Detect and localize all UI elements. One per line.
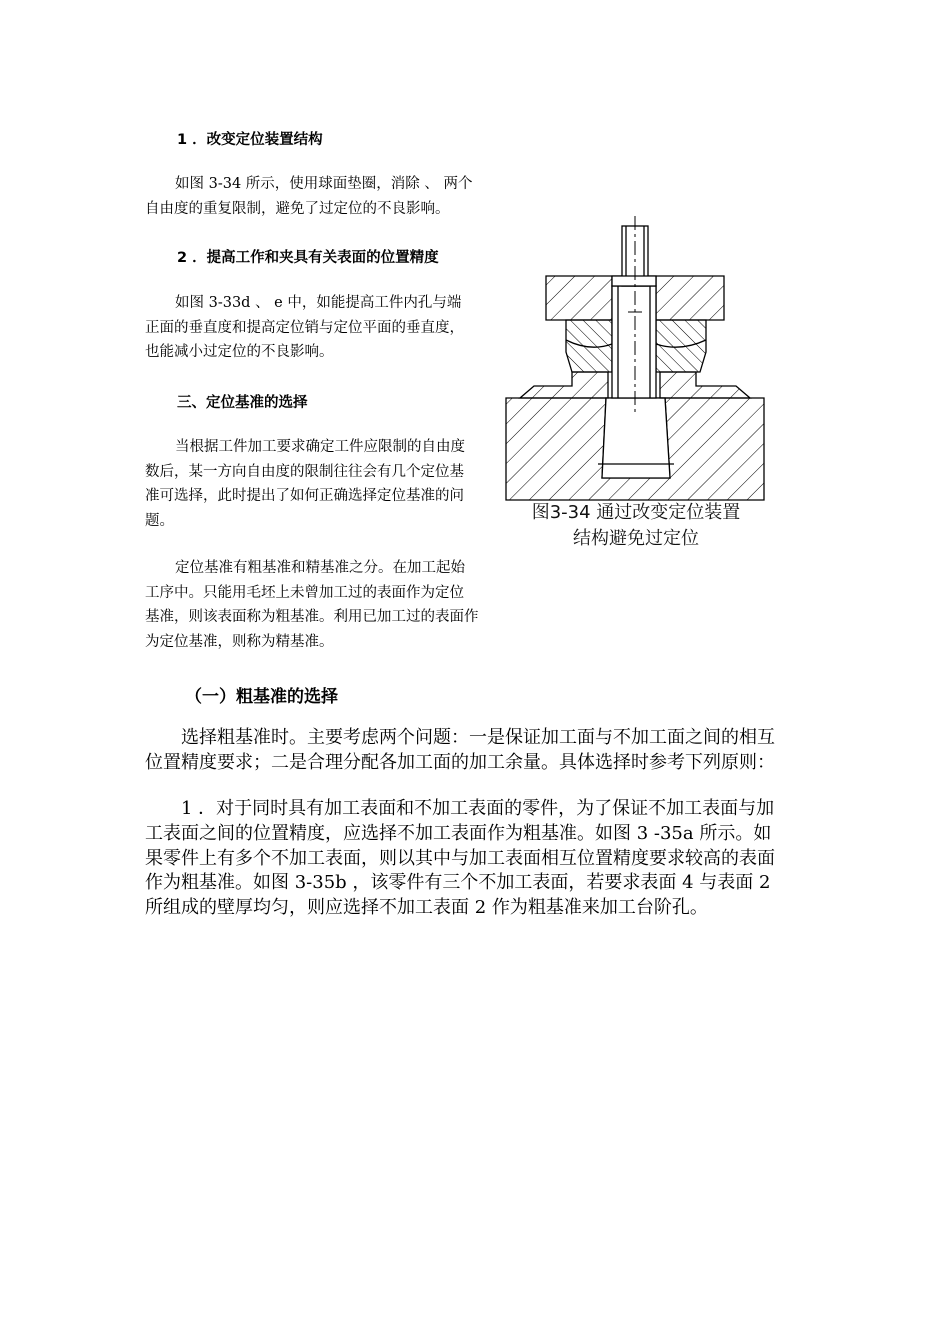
section-heading-2: 2 ．提高工作和夹具有关表面的位置精度: [177, 250, 439, 266]
paragraph-2: [145, 291, 505, 365]
paragraph-line: 果零件上有多个不加工表面，则以其中与加工表面相互位置精度要求较高的表面: [145, 847, 775, 869]
section-heading-1: 1 ．改变定位装置结构: [177, 132, 323, 148]
paragraph-6: [145, 797, 815, 921]
paragraph-line: 准可选择，此时提出了如何正确选择定位基准的问: [145, 488, 464, 504]
figure-caption-line: 结构避免过定位: [573, 528, 699, 549]
paragraph-line: 也能减小过定位的不良影响。: [145, 344, 334, 360]
paragraph-line: 正面的垂直度和提高定位销与定位平面的垂直度，: [145, 319, 464, 336]
paragraph-line: 数后，某一方向自由度的限制往往会有几个定位基: [145, 463, 464, 480]
paragraph-line: 所组成的壁厚均匀，则应选择不加工表面 2 作为粗基准来加工台阶孔。: [145, 897, 708, 919]
paragraph-line: 基准，则该表面称为粗基准。利用已加工过的表面作: [145, 609, 479, 625]
paragraph-5: [145, 726, 815, 776]
paragraph-line: 定位基准有粗基准和精基准之分。在加工起始: [175, 560, 465, 576]
paragraph-line: 如图 3-33d 、 e 中，如能提高工件内孔与端: [175, 295, 462, 311]
paragraph-line: 选择粗基准时。主要考虑两个问题：一是保证加工面与不加工面之间的相互: [181, 727, 775, 748]
paragraph-line: 如图 3-34 所示，使用球面垫圈，消除 、 两个: [175, 176, 473, 192]
paragraph-line: 工表面之间的位置精度，应选择不加工表面作为粗基准。如图 3 -35a 所示。如: [145, 822, 772, 844]
paragraph-1: [145, 172, 505, 221]
paragraph-4: [145, 556, 505, 654]
figure-caption-line: 图3-34 通过改变定位装置: [531, 502, 741, 523]
paragraph-line: 当根据工件加工要求确定工件应限制的自由度: [175, 439, 465, 455]
figure-caption: [505, 500, 767, 552]
section-heading-3: 三、定位基准的选择: [177, 395, 308, 411]
paragraph-3: [145, 435, 505, 533]
paragraph-line: 为定位基准，则称为精基准。: [145, 633, 334, 650]
section-heading-4: （一）粗基准的选择: [185, 687, 338, 707]
paragraph-line: 题。: [145, 512, 174, 529]
paragraph-line: 自由度的重复限制，避免了过定位的不良影响。: [145, 200, 450, 217]
paragraph-line: 工序中。只能用毛坯上未曾加工过的表面作为定位: [145, 584, 464, 601]
paragraph-line: 位置精度要求；二是合理分配各加工面的加工余量。具体选择时参考下列原则：: [145, 751, 775, 773]
paragraph-line: 作为粗基准。如图 3-35b ，该零件有三个不加工表面，若要求表面 4 与表面 2: [145, 872, 771, 894]
paragraph-line: 1 ．对于同时具有加工表面和不加工表面的零件，为了保证不加工表面与加: [181, 798, 775, 819]
